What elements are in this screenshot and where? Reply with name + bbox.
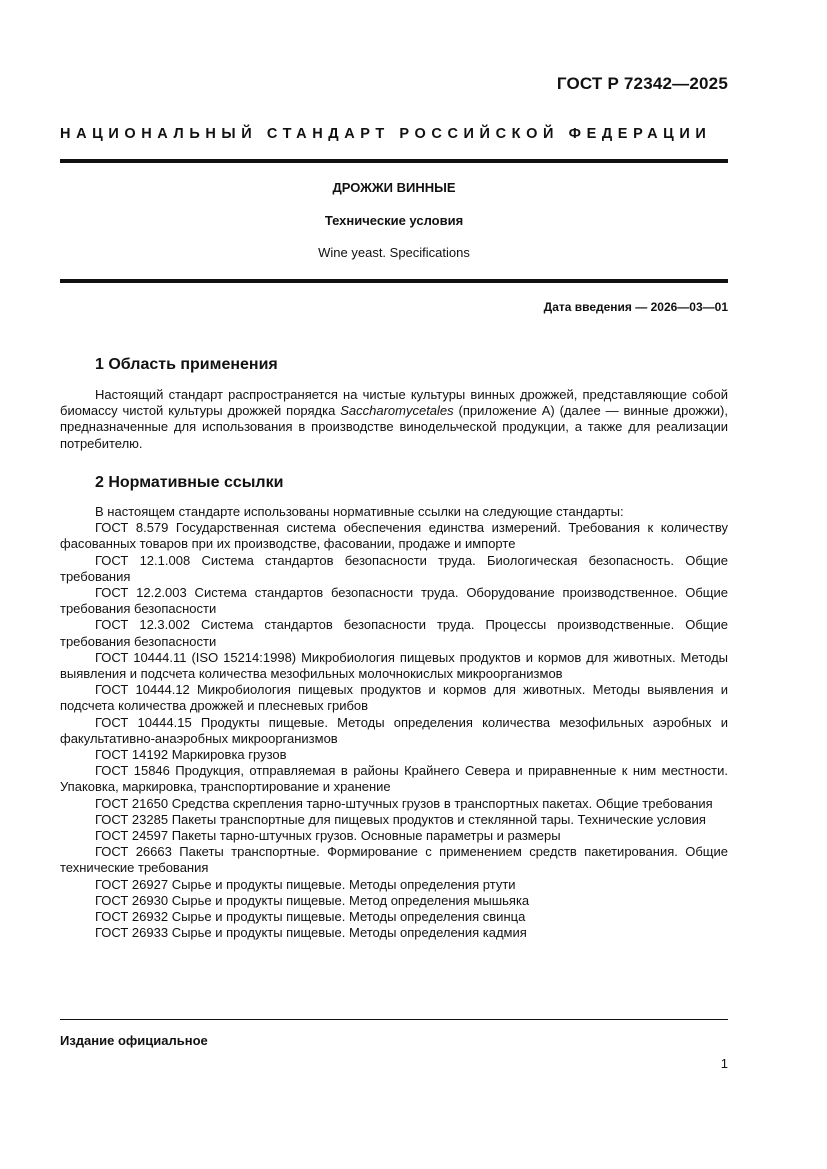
- reference-item: ГОСТ 12.3.002 Система стандартов безопасности труда. Процессы производственные. Общие требования безопасности: [60, 617, 728, 649]
- section-1-body: [60, 387, 728, 452]
- reference-item: ГОСТ 10444.11 (ISO 15214:1998) Микробиология пищевых продуктов и кормов для животных. Методы выявления и подсчета количества мезофильных молочнокислых микроорганизмов: [60, 649, 728, 682]
- references-intro: В настоящем стандарте использованы нормативные ссылки на следующие стандарты:: [95, 504, 624, 519]
- english-title: Wine yeast. Specifications: [318, 245, 470, 260]
- introduction-date: Дата введения — 2026—03—01: [543, 300, 728, 314]
- reference-item: ГОСТ 10444.15 Продукты пищевые. Методы определения количества мезофильных аэробных и факультативно-анаэробных микроорганизмов: [60, 714, 728, 746]
- reference-item: ГОСТ 26932 Сырье и продукты пищевые. Методы определения свинца: [95, 909, 526, 925]
- reference-item: ГОСТ 12.2.003 Система стандартов безопасности труда. Оборудование производственное. Общие требования безопасности: [60, 585, 728, 617]
- title-divider: [60, 279, 728, 283]
- section-2-body: [60, 504, 728, 941]
- document-subtitle: Технические условия: [324, 213, 464, 228]
- document-title: ДРОЖЖИ ВИННЫЕ: [332, 180, 456, 195]
- scope-text-end: (приложение А) (далее — винные дрожжи), предназначенные для использования в производстве винодельческой продукции, а также для реализации потребителю.: [60, 403, 728, 451]
- scope-paragraph: [60, 387, 728, 452]
- official-edition-label: Издание официальное: [60, 1033, 208, 1048]
- reference-item: ГОСТ 8.579 Государственная система обеспечения единства измерений. Требования к количеству фасованных товаров при их производстве, фасовании, продаже и импорте: [60, 520, 728, 552]
- reference-list: [60, 520, 728, 941]
- footer-divider: [60, 1019, 728, 1020]
- standard-title: НАЦИОНАЛЬНЫЙ СТАНДАРТ РОССИЙСКОЙ ФЕДЕРАЦИИ: [60, 126, 712, 142]
- reference-item: ГОСТ 26927 Сырье и продукты пищевые. Методы определения ртути: [95, 876, 516, 892]
- reference-item: ГОСТ 24597 Пакеты тарно-штучных грузов. Основные параметры и размеры: [95, 828, 561, 844]
- reference-item: ГОСТ 26930 Сырье и продукты пищевые. Метод определения мышьяка: [95, 892, 530, 908]
- section-1-heading: 1 Область применения: [95, 356, 278, 373]
- reference-item: ГОСТ 26933 Сырье и продукты пищевые. Методы определения кадмия: [95, 925, 527, 941]
- reference-item: ГОСТ 14192 Маркировка грузов: [95, 747, 287, 763]
- reference-item: ГОСТ 21650 Средства скрепления тарно-штучных грузов в транспортных пакетах. Общие требования: [95, 795, 713, 811]
- reference-item: ГОСТ 15846 Продукция, отправляемая в районы Крайнего Севера и приравненные к ним местности. Упаковка, маркировка, транспортирование и хранение: [60, 763, 728, 795]
- document-code: ГОСТ Р 72342—2025: [556, 74, 728, 93]
- scope-text-start: Настоящий стандарт распространяется на чистые культуры винных дрожжей, представляющие собой биомассу чистой культуры дрожжей порядка: [60, 387, 728, 419]
- section-2-heading: 2 Нормативные ссылки: [95, 474, 284, 491]
- reference-item: ГОСТ 10444.12 Микробиология пищевых продуктов и кормов для животных. Методы выявления и подсчета количества дрожжей и плесневых грибов: [60, 682, 728, 714]
- reference-item: ГОСТ 26663 Пакеты транспортные. Формирование с применением средств пакетирования. Общие технические требования: [60, 844, 728, 876]
- page-number: 1: [720, 1056, 728, 1071]
- reference-item: ГОСТ 12.1.008 Система стандартов безопасности труда. Биологическая безопасность. Общие требования: [60, 552, 728, 584]
- header-divider: [60, 159, 728, 163]
- scope-text-italic: Saccharomycetales: [340, 403, 454, 419]
- reference-item: ГОСТ 23285 Пакеты транспортные для пищевых продуктов и стеклянной тары. Технические условия: [95, 811, 706, 827]
